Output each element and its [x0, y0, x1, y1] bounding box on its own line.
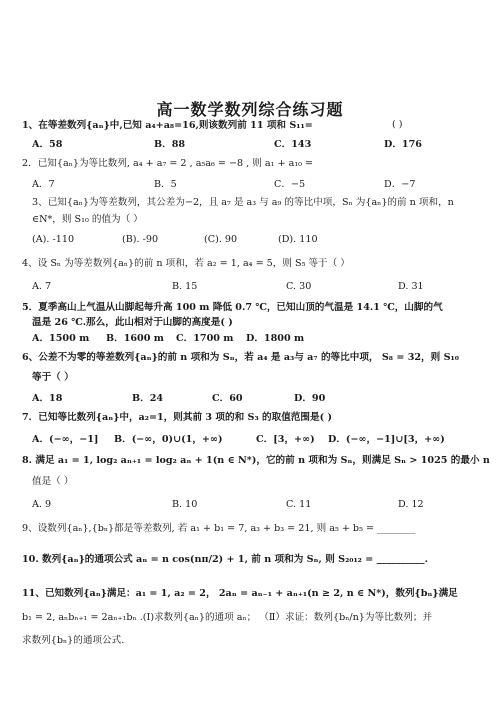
question-4-option-b: B. 15: [172, 281, 198, 292]
question-2-option-d: D．−7: [384, 179, 416, 190]
question-5-option-d: D．1800 m: [246, 333, 305, 344]
question-6-option-c: C．60: [212, 393, 243, 404]
question-2-stem: 2．已知{aₙ}为等比数列, a₄ + a₇ = 2 , a₅a₆ = −8 , 则 a₁ + a₁₀ =: [22, 158, 314, 169]
question-8-option-b: B. 10: [172, 499, 198, 510]
question-2-option-a: A．7: [32, 179, 55, 190]
question-3-option-b: (B). -90: [122, 234, 159, 245]
question-5-option-b: B．1600 m: [106, 333, 164, 344]
question-4-option-c: C. 30: [286, 281, 312, 292]
question-4-option-a: A. 7: [32, 281, 52, 292]
question-1-option-d: D．176: [384, 139, 422, 150]
question-6-stem-line-1: 6、公差不为零的等差数列{aₙ}的前 n 项和为 Sₙ，若 a₄ 是 a₃与 a₇ 的等比中项， S₈ = 32，则 S₁₀: [22, 352, 459, 363]
question-5-stem-line-1: 5．夏季高山上气温从山脚起每升高 100 m 降低 0.7 ℃，已知山顶的气温是 14.1 ℃，山脚的气: [22, 302, 443, 313]
question-11-stem-line-2: b₁ = 2, aₙbₙ₊₁ = 2aₙ₊₁bₙ .(Ⅰ)求数列{aₙ}的通项 aₙ； （Ⅱ）求证：数列{bₙ/n}为等比数列；并: [22, 612, 433, 623]
question-3-stem-line-1: 3、已知{aₙ}为等差数列，其公差为−2，且 a₇ 是 a₃ 与 a₉ 的等比中项，Sₙ 为{aₙ}的前 n 项和，n: [32, 197, 454, 208]
question-7-option-a: A．(−∞，−1]: [32, 434, 99, 445]
question-1-option-c: C．143: [274, 139, 312, 150]
question-8-option-c: C. 11: [286, 499, 312, 510]
question-4-stem: 4、设 Sₙ 为等差数列{aₙ}的前 n 项和，若 a₂ = 1, a₄ = 5，则 S₅ 等于（ ）: [22, 258, 350, 269]
question-6-option-d: D．90: [294, 393, 326, 404]
question-11-stem-line-3: 求数列{bₙ}的通项公式.: [22, 635, 125, 646]
question-1-option-a: A．58: [32, 139, 63, 150]
question-5-option-c: C．1700 m: [176, 333, 234, 344]
question-1-answer-bracket: ( ): [392, 119, 403, 130]
question-8-stem-line-1: 8. 满足 a₁ = 1, log₂ aₙ₊₁ = log₂ aₙ + 1(n ∈ N*)，它的前 n 项和为 Sₙ，则满足 Sₙ > 1025 的最小 n: [22, 455, 490, 466]
question-4-option-d: D. 31: [398, 281, 424, 292]
question-6-stem-line-2: 等于（ ）: [32, 372, 74, 383]
question-7-option-c: C．[3，+∞): [256, 434, 315, 445]
question-1-option-b: B．88: [154, 139, 186, 150]
question-3-option-d: (D). 110: [278, 234, 318, 245]
question-7-stem: 7．已知等比数列{aₙ}中，a₂=1，则其前 3 项的和 S₃ 的取值范围是( ): [22, 412, 332, 423]
page-title: 高一数学数列综合练习题: [156, 100, 344, 119]
question-3-stem-line-2: ∈N*，则 S₁₀ 的值为（ ）: [32, 214, 143, 225]
question-5-option-a: A．1500 m: [32, 333, 90, 344]
question-7-option-b: B．(−∞，0)∪(1，+∞): [114, 434, 223, 445]
question-9-stem: 9、设数列{aₙ},{bₙ}都是等差数列, 若 a₁ + b₁ = 7, a₃ + b₃ = 21, 则 a₅ + b₅ = ________: [22, 523, 416, 534]
question-2-option-c: C．−5: [274, 179, 306, 190]
question-6-option-b: B．24: [132, 393, 164, 404]
question-5-stem-line-2: 温是 26 ℃.那么，此山相对于山脚的高度是( ): [32, 317, 233, 328]
question-3-option-c: (C). 90: [204, 234, 238, 245]
question-11-stem-line-1: 11、已知数列{aₙ}满足：a₁ = 1, a₂ = 2， 2aₙ = aₙ₋₁ + aₙ₊₁(n ≥ 2, n ∈ N*)，数列{bₙ}满足: [22, 588, 458, 599]
question-2-option-b: B．5: [154, 179, 177, 190]
question-7-option-d: D．(−∞，−1]∪[3，+∞): [328, 434, 445, 445]
question-6-option-a: A．18: [32, 393, 63, 404]
question-8-option-d: D. 12: [398, 499, 424, 510]
question-10-stem: 10. 数列{aₙ}的通项公式 aₙ = n cos(nπ/2) + 1, 前 n 项和为 Sₙ, 则 S₂₀₁₂ = __________.: [22, 554, 428, 565]
question-8-stem-line-2: 值是（ ）: [32, 476, 74, 487]
question-8-option-a: A. 9: [32, 499, 52, 510]
question-1-stem: 1、在等差数列{aₙ}中,已知 a₄+a₈=16,则该数列前 11 项和 S₁₁=: [22, 120, 313, 131]
question-3-option-a: (A). -110: [32, 234, 75, 245]
